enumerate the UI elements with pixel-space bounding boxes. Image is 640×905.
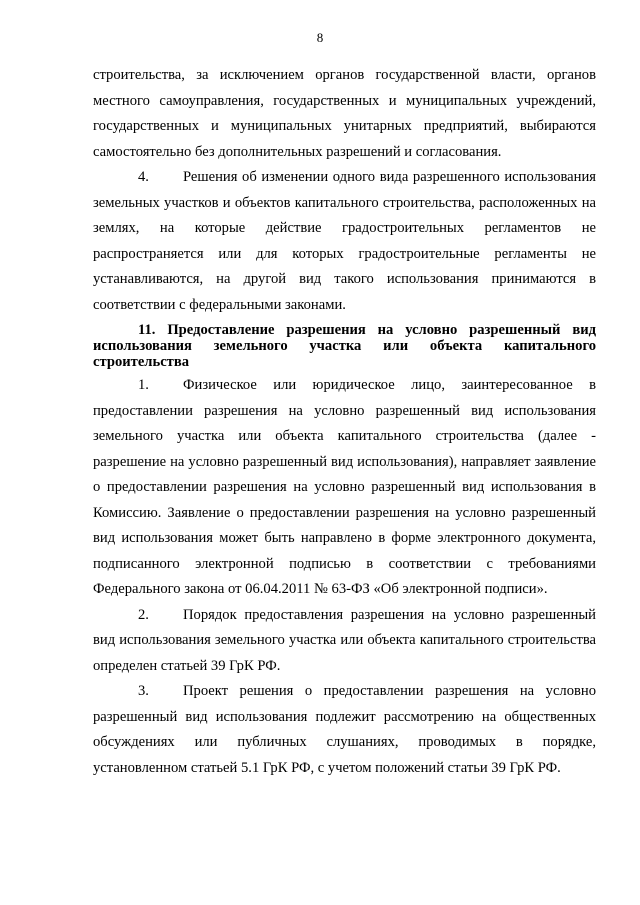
item-text: Физическое или юридическое лицо, заинтересованное в предоставлении разрешения на условно разрешенный вид использования земельного участка или объекта капитального строительства (далее - разрешение на условно разрешенный вид использования), направляет заявление о предоставлении разрешения на условно разрешенный вид использования в Комиссию. Заявление о предоставлении разрешения на условно разрешенный вид использования может быть направлено в форме электронного документа, подписанного электронной подписью в соответствии с требованиями Федерального закона от 06.04.2011 № 63-ФЗ «Об электронной подписи». — [93, 377, 596, 597]
item-text: Проект решения о предоставлении разрешения на условно разрешенный вид использования подлежит рассмотрению на общественных обсуждениях или публичных слушаниях, проводимых в порядке, установленном статьей 5.1 ГрК РФ, с учетом положений статьи 39 ГрК РФ. — [93, 683, 596, 776]
page-number: 8 — [316, 30, 324, 45]
item-number: 3. — [138, 683, 149, 699]
paragraph-item-4 — [93, 165, 596, 318]
section-item-1 — [93, 373, 596, 603]
section-heading: 11. Предоставление разрешения на условно разрешенный вид использования земельного участка или объекта капитального строительства — [93, 322, 596, 370]
section-item-3 — [93, 679, 596, 781]
document-body — [93, 63, 596, 781]
item-number: 2. — [138, 606, 149, 623]
item-text: Порядок предоставления разрешения на условно разрешенный вид использования земельного участка или объекта капитального строительства определен статьей 39 ГрК РФ. — [93, 606, 596, 674]
item-text: Решения об изменении одного вида разрешенного использования земельных участков и объектов капитального строительства, расположенных на землях, на которые действие градостроительных регламентов не распространяется или для которых градостроительные регламенты не устанавливаются, на другой вид такого использования принимаются в соответствии с федеральными законами. — [93, 169, 596, 313]
item-number: 1. — [138, 377, 149, 393]
paragraph-continuation: строительства, за исключением органов государственной власти, органов местного самоуправления, государственных и муниципальных учреждений, государственных и муниципальных унитарных предприятий, выбираются самостоятельно без дополнительных разрешений и согласования. — [93, 67, 596, 160]
section-item-2 — [93, 603, 596, 680]
item-number: 4. — [138, 169, 149, 185]
